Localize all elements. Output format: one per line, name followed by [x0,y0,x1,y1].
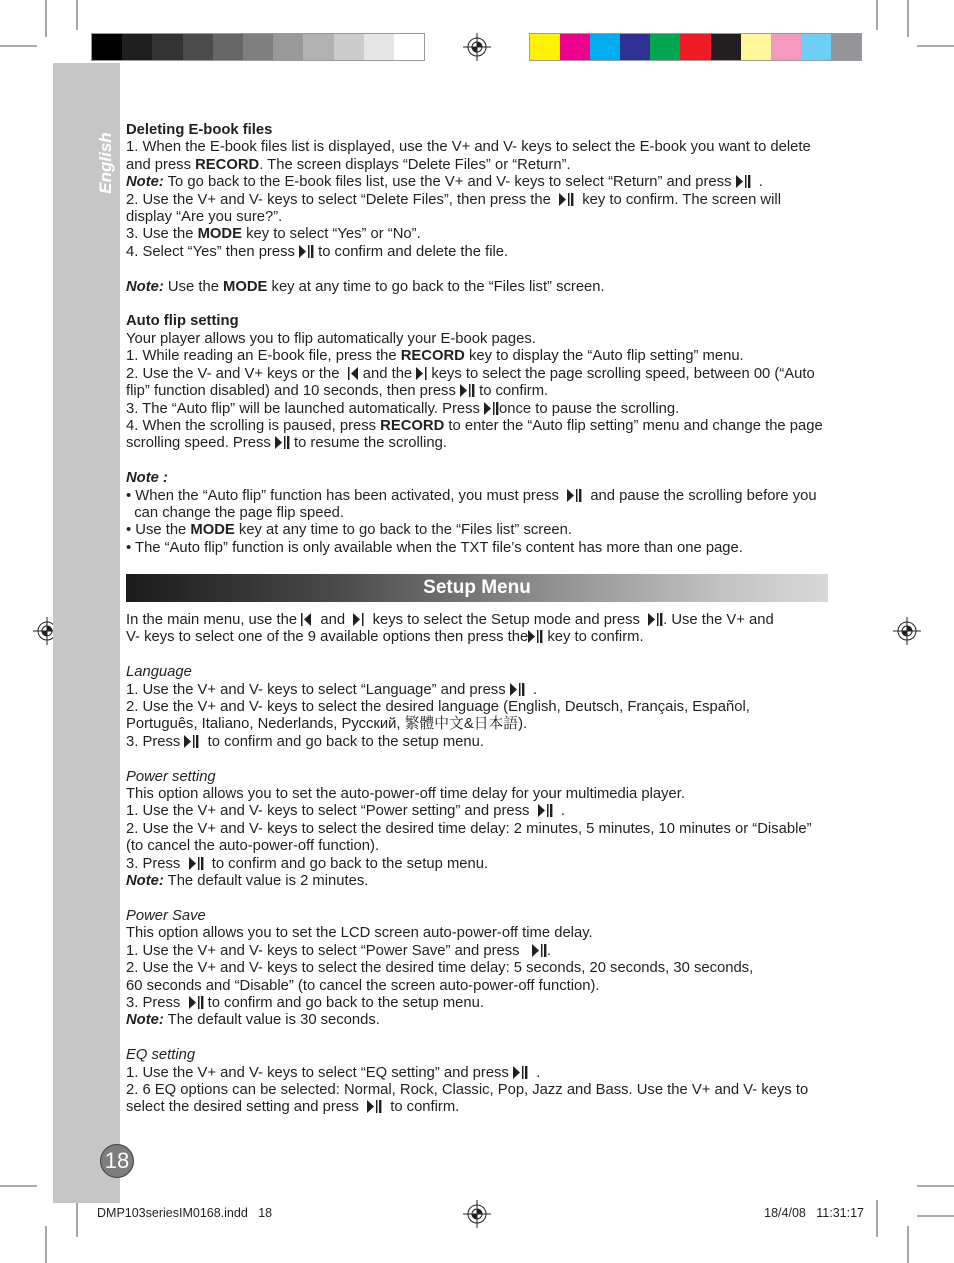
registration-mark-icon [892,616,922,646]
text-run: and press [126,156,196,173]
setup-menu-instructions [126,612,812,1117]
text-line [126,331,823,348]
color-swatch [831,34,861,60]
text-run: to confirm. [382,1099,460,1116]
text-run: 3. Press [126,994,189,1011]
text-run: to confirm and delete the file. [314,243,509,260]
process-color-bar [529,33,862,61]
bold-text: MODE [223,278,268,295]
text-line [126,664,812,681]
text-run: key at any time to go back to the “Files list” screen. [234,522,572,539]
text-run: . [527,1064,541,1081]
text-run: This option allows you to set the auto-power-off time delay for your multimedia player. [126,786,685,803]
play-pause-icon [567,488,582,505]
text-run: 1. When the E-book files list is displayed, use the V+ and V- keys to select the E-book you want to delete [126,139,811,156]
bold-text: RECORD [380,417,445,434]
setup-menu-header [126,574,828,602]
text-line [126,699,812,716]
color-swatch [741,34,771,60]
text-line [126,418,823,435]
play-pause-icon [559,192,574,209]
text-run: display “Are you sure?”. [126,209,283,226]
text-run: keys to select the page scrolling speed, between 00 (“Auto [427,365,815,382]
text-line [126,838,812,855]
text-line [126,716,812,733]
text-line [126,995,812,1012]
text-run: The default value is 30 seconds. [163,1012,380,1029]
previous-icon [301,612,312,629]
play-pause-icon [510,682,525,699]
text-run: 3. Press [126,733,185,750]
text-run: to enter the “Auto flip setting” menu and change the page [444,417,823,434]
note-label: Note: [126,174,164,191]
text-run: 2. Use the V+ and V- keys to select the desired time delay: 5 seconds, 20 seconds, 30 seconds, [126,960,754,977]
text-line [126,856,812,873]
bold-text: RECORD [195,156,260,173]
text-run: • When the “Auto flip” function has been activated, you must press [126,487,568,504]
play-pause-icon [513,1065,528,1082]
gray-swatch [303,34,333,60]
text-run: . [524,681,538,698]
italic-heading: Power setting [126,768,216,785]
color-swatch [560,34,590,60]
text-run: to resume the scrolling. [289,435,447,452]
text-run: 3. The “Auto flip” will be launched automatically. Press [126,400,485,417]
text-run: 1. While reading an E-book file, press the [126,348,401,365]
play-pause-icon [367,1099,382,1116]
text-line [126,1012,812,1029]
next-icon [353,612,364,629]
text-line [126,366,823,383]
text-run: key at any time to go back to the “Files list” screen. [267,278,605,295]
text-line [126,279,823,296]
text-line [126,1047,812,1064]
play-pause-icon [648,612,663,629]
text-run: to confirm and go back to the setup menu. [203,994,484,1011]
color-swatch [620,34,650,60]
bold-text: RECORD [400,348,465,365]
page-number: 18 [100,1144,134,1178]
footer-file-info: DMP103seriesIM0168.indd 18 [97,1206,273,1220]
text-run: 2. Use the V- and V+ keys or the [126,365,348,382]
text-run: . The screen displays “Delete Files” or “Return”. [259,156,571,173]
text-run: can change the page flip speed. [126,504,345,521]
text-run: to confirm and go back to the setup menu. [203,855,489,872]
text-line [126,383,823,400]
text-run: and the [358,365,417,382]
text-line [126,908,812,925]
text-line [126,174,823,191]
text-run: . [546,942,552,959]
gray-swatch [183,34,213,60]
text-run: keys to select the Setup mode and press [364,612,649,628]
text-run: and [312,612,354,628]
color-swatch [711,34,741,60]
blank-line [126,296,823,313]
gray-swatch [92,34,122,60]
color-swatch [650,34,680,60]
text-line [126,1065,812,1082]
text-line [126,348,823,365]
language-label: English [96,132,115,194]
text-run: flip” function disabled) and 10 seconds, then press [126,383,460,400]
gray-swatch [152,34,182,60]
text-run: 4. When the scrolling is paused, press [126,417,381,434]
text-run: . [750,174,763,191]
color-swatch [680,34,710,60]
text-line [126,960,812,977]
blank-line [126,647,812,664]
text-run: 1. Use the V+ and V- keys to select “EQ setting” and press [126,1064,513,1081]
italic-heading: Language [126,664,192,681]
color-swatch [801,34,831,60]
color-swatch [530,34,560,60]
text-run: Português, Italiano, Nederlands, Русский, 繁體中文&日本語). [126,716,528,733]
text-run: 1. Use the V+ and V- keys to select “Power setting” and press [126,803,538,820]
blank-line [126,891,812,908]
gray-swatch [122,34,152,60]
italic-heading: EQ setting [126,1047,196,1064]
text-line [126,1099,812,1116]
footer-timestamp: 18/4/08 11:31:17 [764,1206,864,1220]
text-line [126,226,823,243]
blank-line [126,751,812,768]
text-line [126,522,823,539]
gray-swatch [273,34,303,60]
text-line [126,612,812,629]
text-run: In the main menu, use the [126,612,302,628]
note-label: Note : [126,470,168,487]
next-icon [416,366,427,383]
text-run: key to display the “Auto flip setting” menu. [464,348,744,365]
text-run: • Use the [126,522,191,539]
play-pause-icon [538,803,553,820]
note-label: Note: [126,1012,164,1029]
text-run: V- keys to select one of the 9 available options then press the [126,629,529,646]
text-line [126,943,812,960]
text-line [126,821,812,838]
text-run: . [552,803,565,820]
play-pause-icon [189,856,204,873]
text-line [126,873,812,890]
play-pause-icon [189,995,204,1012]
text-line [126,244,823,261]
note-label: Note: [126,278,164,295]
play-pause-icon [460,383,475,400]
play-pause-icon [532,943,547,960]
text-run: 2. Use the V+ and V- keys to select “Delete Files”, then press the [126,191,560,208]
text-line [126,139,823,156]
text-line [126,769,812,786]
text-run: key to select “Yes” or “No”. [241,226,421,243]
blank-line [126,261,823,278]
bold-text: MODE [197,226,242,243]
text-run: key to confirm. [543,629,644,646]
text-line [126,925,812,942]
text-run: 60 seconds and “Disable” (to cancel the screen auto-power-off function). [126,977,600,994]
text-run: 2. Use the V+ and V- keys to select the desired language (English, Deutsch, Français, Español, [126,699,750,716]
text-line [126,786,812,803]
text-run: 3. Use the [126,226,198,243]
text-line [126,978,812,995]
text-line [126,470,823,487]
text-line [126,505,823,522]
text-run: to confirm. [474,383,549,400]
bold-text: Auto flip setting [126,313,239,330]
blank-line [126,1030,812,1047]
play-pause-icon [184,734,199,751]
text-run: Use the [163,278,224,295]
text-run: 1. Use the V+ and V- keys to select “Language” and press [126,681,510,698]
text-run: 4. Select “Yes” then press [126,243,299,260]
gray-swatch [364,34,394,60]
text-run: once to pause the scrolling. [499,400,680,417]
registration-mark-icon [462,1199,492,1229]
text-run: . Use the V+ and [663,612,774,628]
play-pause-icon [528,629,543,646]
text-line [126,313,823,330]
italic-heading: Power Save [126,907,206,924]
text-run: The default value is 2 minutes. [163,873,369,890]
text-run: 1. Use the V+ and V- keys to select “Power Save” and press [126,942,532,959]
text-line [126,435,823,452]
text-run: 2. Use the V+ and V- keys to select the desired time delay: 2 minutes, 5 minutes, 10 minutes or “Disable” [126,820,812,837]
language-sidebar [53,63,120,1203]
text-run: • The “Auto flip” function is only available when the TXT file’s content has more than one page. [126,539,743,556]
text-run: to confirm and go back to the setup menu. [199,733,484,750]
blank-line [126,453,823,470]
text-line [126,122,823,139]
text-run: 3. Press [126,855,189,872]
play-pause-icon [484,401,499,418]
play-pause-icon [299,244,314,261]
gray-swatch [334,34,364,60]
play-pause-icon [275,435,290,452]
text-line [126,157,823,174]
play-pause-icon [736,174,751,191]
color-swatch [590,34,620,60]
text-run: key to confirm. The screen will [574,191,781,208]
color-swatch [771,34,801,60]
registration-mark-icon [462,32,492,62]
bold-text: Deleting E-book files [126,122,273,138]
gray-swatch [394,34,424,60]
text-run: To go back to the E-book files list, use the V+ and V- keys to select “Return” and press [163,174,736,191]
grayscale-color-bar [91,33,425,61]
text-run: 2. 6 EQ options can be selected: Normal, Rock, Classic, Pop, Jazz and Bass. Use the V+ and V- keys to [126,1081,809,1098]
text-line [126,488,823,505]
section-title: Setup Menu [423,577,531,598]
gray-swatch [243,34,273,60]
text-line [126,629,812,646]
text-line [126,192,823,209]
text-run: and pause the scrolling before you [582,487,817,504]
text-run: select the desired setting and press [126,1099,367,1116]
text-line [126,209,823,226]
text-line [126,734,812,751]
note-label: Note: [126,873,164,890]
text-line [126,1082,812,1099]
text-run: scrolling speed. Press [126,435,275,452]
text-run: (to cancel the auto-power-off function). [126,838,380,855]
text-line [126,540,823,557]
bold-text: MODE [190,522,235,539]
gray-swatch [213,34,243,60]
text-line [126,682,812,699]
text-line [126,401,823,418]
text-line [126,803,812,820]
text-run: Your player allows you to flip automatically your E-book pages. [126,330,536,347]
previous-icon [348,366,359,383]
text-run: This option allows you to set the LCD screen auto-power-off time delay. [126,925,593,942]
ebook-instructions [126,122,823,557]
